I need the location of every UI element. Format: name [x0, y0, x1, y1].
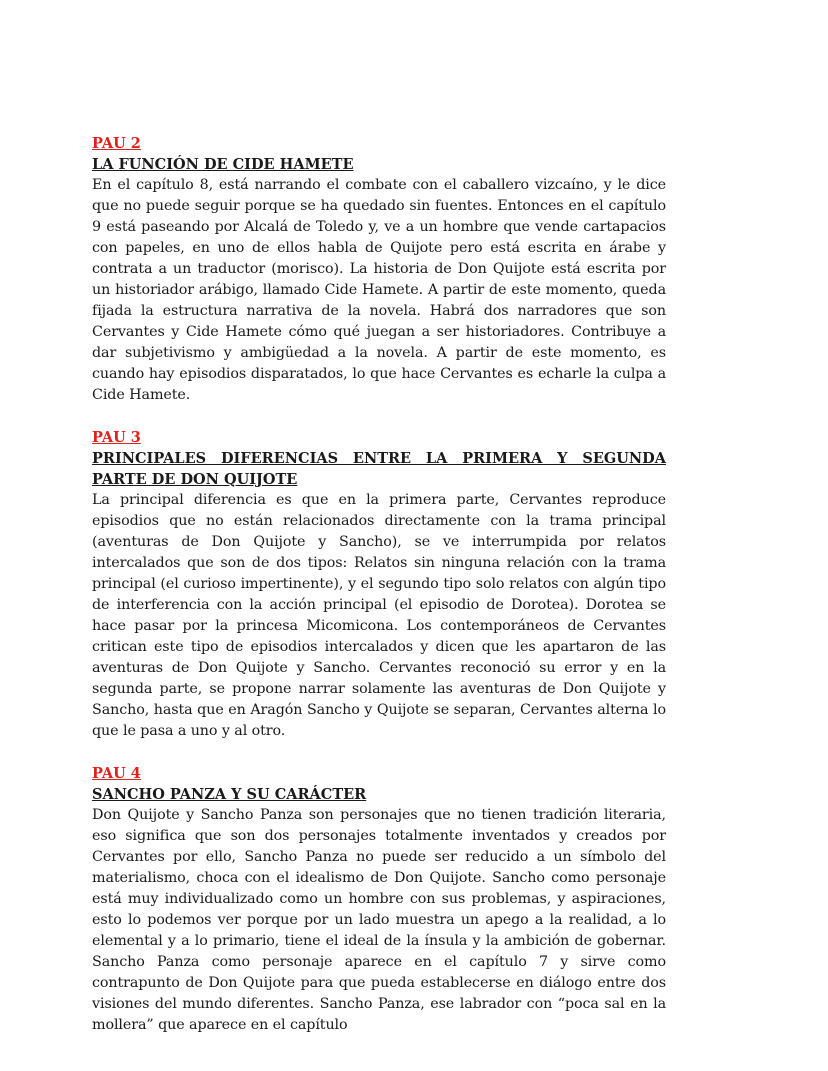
section-body: La principal diferencia es que en la primera parte, Cervantes reproduce episodios que no están relacionados directamente con la trama principal (aventuras de Don Quijote y Sancho), se ve interrumpida por relatos intercalados que son de dos tipos: Relatos sin ninguna relación con la trama principal (el curioso impertinente), y el segundo tipo solo relatos con algún tipo de interferencia con la acción principal (el episodio de Dorotea). Dorotea se hace pasar por la princesa Micomicona. Los contemporáneos de Cervantes critican este tipo de episodios intercalados y dicen que les apartaron de las aventuras de Don Quijote y Sancho. Cervantes reconoció su error y en la segunda parte, se propone narrar solamente las aventuras de Don Quijote y Sancho, hasta que en Aragón Sancho y Quijote se separan, Cervantes alterna lo que le pasa a uno y al otro. [92, 492, 666, 739]
section-label: PAU 3 [92, 429, 141, 446]
section-body: Don Quijote y Sancho Panza son personajes que no tienen tradición literaria, eso significa que son dos personajes totalmente inventados y creados por Cervantes por ello, Sancho Panza no puede ser reducido a un símbolo del materialismo, choca con el idealismo de Don Quijote. Sancho como personaje está muy individualizado como un hombre con sus problemas, y aspiraciones, esto lo podemos ver porque por un lado muestra un apego a la realidad, a lo elemental y a lo primario, tiene el ideal de la ínsula y la ambición de gobernar. Sancho Panza como personaje aparece en el capítulo 7 y sirve como contrapunto de Don Quijote para que pueda establecerse en diálogo entre dos visiones del mundo diferentes. Sancho Panza, ese labrador con “poca sal en la mollera” que aparece en el capítulo [92, 807, 666, 1033]
section-body: En el capítulo 8, está narrando el combate con el caballero vizcaíno, y le dice que no puede seguir porque se ha quedado sin fuentes. Entonces en el capítulo 9 está paseando por Alcalá de Toledo y, ve a un hombre que vende cartapacios con papeles, en uno de ellos habla de Quijote pero está escrita en árabe y contrata a un traductor (morisco). La historia de Don Quijote está escrita por un historiador arábigo, llamado Cide Hamete. A partir de este momento, queda fijada la estructura narrativa de la novela. Habrá dos narradores que son Cervantes y Cide Hamete cómo qué juegan a ser historiadores. Contribuye a dar subjetivismo y ambigüedad a la novela. A partir de este momento, es cuando hay episodios disparatados, lo que hace Cervantes es echarle la culpa a Cide Hamete. [92, 177, 666, 403]
section-pau-3 [92, 427, 666, 742]
section-label: PAU 4 [92, 765, 141, 782]
section-label: PAU 2 [92, 135, 141, 152]
section-title: PRINCIPALES DIFERENCIAS ENTRE LA PRIMERA Y SEGUNDA PARTE DE DON QUIJOTE [92, 450, 666, 488]
section-title: LA FUNCIÓN DE CIDE HAMETE [92, 156, 354, 173]
section-pau-4 [92, 763, 666, 1036]
section-pau-2 [92, 133, 666, 406]
section-title: SANCHO PANZA Y SU CARÁCTER [92, 786, 367, 803]
